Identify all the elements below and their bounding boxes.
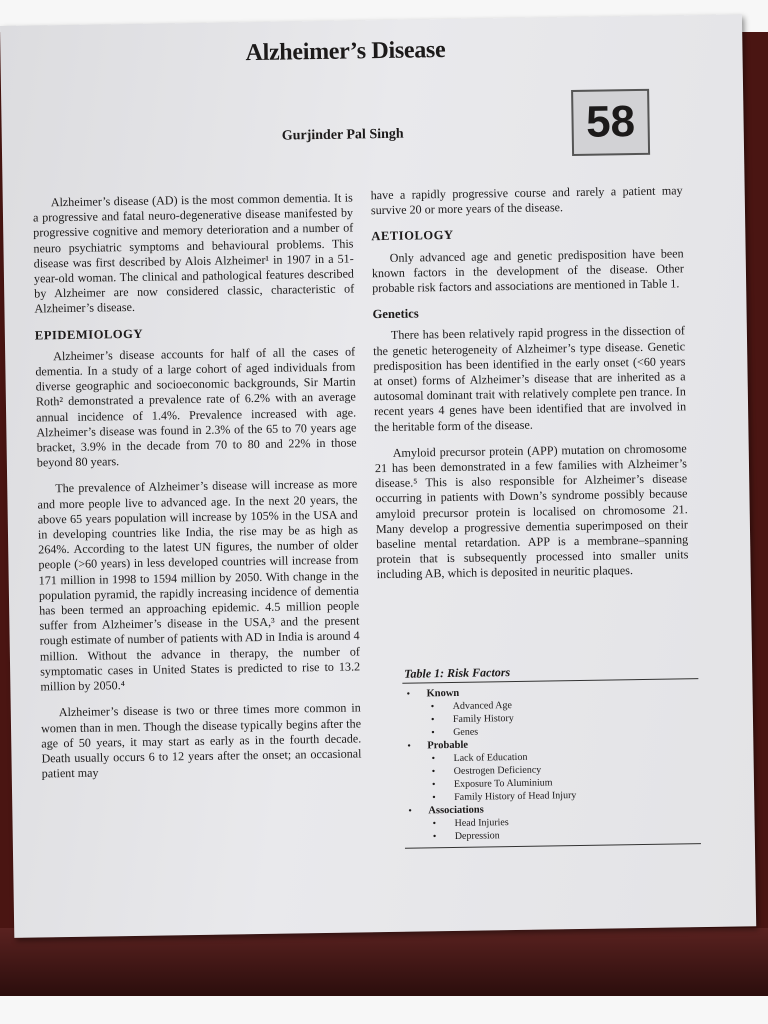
table-caption: Table 1: Risk Factors [404, 665, 511, 681]
table-bottom-rule [405, 843, 701, 849]
bullet-icon: • [431, 779, 436, 791]
right-column [371, 183, 689, 583]
chapter-title: Alzheimer’s Disease [245, 37, 446, 67]
bullet-icon: • [432, 818, 437, 830]
book-page [0, 14, 756, 938]
table-item-label: Depression [454, 830, 500, 842]
bullet-icon: • [431, 766, 436, 778]
bottom-border [0, 996, 768, 1024]
bullet-icon: • [406, 688, 411, 700]
epidemiology-paragraph-2: The prevalence of Alzheimer’s disease will increase as more and more people live to advanced age. In the next 20 years, the above 65 years population will increase by 105% in the USA and in developing countries like India, the rise may be as high as 264%. According to the latest UN figures, the number of older people (>60 years) in less developed countries will increase from 171 million in 1998 to 1594 million by 2050. With change in the population pyramid, the rapidly increasing incidence of dementia has been termed an approaching epidemic. 4.5 million people suffer from Alzheimer’s disease in the USA,³ and the present rough estimate of number of patients with AD in India is around 4 million. Without the advance in therapy, the number of symptomatic cases in United States is predicted to rise to 13.2 million by 2050.⁴ [37, 476, 361, 694]
left-column [33, 190, 362, 781]
bullet-icon: • [432, 792, 436, 804]
bullet-icon: • [407, 740, 411, 752]
background-shadow [0, 928, 768, 998]
bullet-icon: • [431, 753, 436, 765]
genetics-paragraph-1: There has been relatively rapid progress in the dissection of the genetic heterogeneity of Alzheimer’s type disease. Genetic predisposition has been identified in the early onset (<60 years at onset) forms of Alzheimer’s disease that are inherited as a autosomal dominant trait with relatively complete pen trance. In recent years 4 genes have been identified that are involved in the heritable form of the disease. [373, 323, 687, 434]
bullet-icon: • [431, 727, 435, 739]
bullet-icon: • [430, 701, 435, 713]
epidemiology-paragraph-1: Alzheimer’s disease accounts for half of all the cases of dementia. In a study of a large cohort of aged individuals from diverse geographic and socioeconomic backgrounds, Sir Martin Roth² demonstrated a prevalence rate of 6.2% with an average annual incidence of 1.4%. Prevalence increased with age. Alzheimer’s disease was found in 2.3% of the 65 to 70 years age bracket, 3.9% in the decade from 70 to 80 and 22% in those beyond 80 years. [35, 344, 357, 470]
table-group-title: Associations [428, 804, 484, 817]
intro-paragraph: Alzheimer’s disease (AD) is the most common dementia. It is a progressive and fatal neuro-degenerative disease manifested by progressive cognitive and memory deterioration and a number of neuro psychiatric symptoms and behavioural problems. This disease was first described by Alois Alzheimer¹ in 1907 in a 51-year-old woman. The clinical and pathological features described by Alzheimer are now considered classic, characteristic of Alzheimer’s disease. [32, 190, 355, 316]
table-item-label: Genes [453, 726, 479, 738]
author-name: Gurjinder Pal Singh [281, 126, 404, 144]
table-item-label: Family History [452, 713, 514, 725]
table-group-title: Known [426, 687, 460, 700]
table-item-label: Advanced Age [452, 700, 512, 712]
genetics-heading: Genetics [372, 306, 419, 322]
table-item-label: Head Injuries [454, 817, 509, 829]
aetiology-paragraph: Only advanced age and genetic predisposition have been known factors in the development of the disease. Other probable risk factors and associations are mentioned in Table 1. [371, 245, 684, 296]
epidemiology-paragraph-3: Alzheimer’s disease is two or three times more common in women than in men. Though the disease typically begins after the age of 50 years, it may start as early as in the fourth decade. Death usually occurs 6 to 12 years after the onset; an occasional patient may [40, 700, 362, 781]
table-item-label: Family History of Head Injury [454, 790, 577, 803]
genetics-paragraph-2: Amyloid precursor protein (APP) mutation on chromosome 21 has been demonstrated in a few families with Alzheimer’s disease.⁵ This is also responsible for Alzheimer’s disease occurring in patients with Down’s syndrome possibly because amyloid precursor protein is localised on chromosome 21. Many develop a progressive dementia superimposed on their baseline mental retardation. APP is a membrane–spanning protein that is subsequently processed into smaller units including AB, which is deposited in neuritic plaques. [374, 441, 689, 582]
table-item-label: Oestrogen Deficiency [453, 764, 542, 777]
chapter-number-box [571, 89, 650, 156]
table-group-title: Probable [427, 739, 469, 752]
table-item-label: Exposure To Aluminium [453, 777, 553, 790]
epidemiology-heading: EPIDEMIOLOGY [34, 326, 144, 343]
aetiology-heading: AETIOLOGY [371, 228, 454, 244]
chapter-number: 58 [585, 97, 636, 147]
risk-factors-table [402, 663, 701, 849]
table-body [402, 683, 700, 844]
bullet-icon: • [432, 831, 437, 843]
table-item-label: Lack of Education [453, 751, 528, 764]
continuation-paragraph: have a rapidly progressive course and rarely a patient may survive 20 or more years of the disease. [370, 183, 683, 218]
bullet-icon: • [430, 714, 435, 726]
bullet-icon: • [408, 805, 412, 817]
